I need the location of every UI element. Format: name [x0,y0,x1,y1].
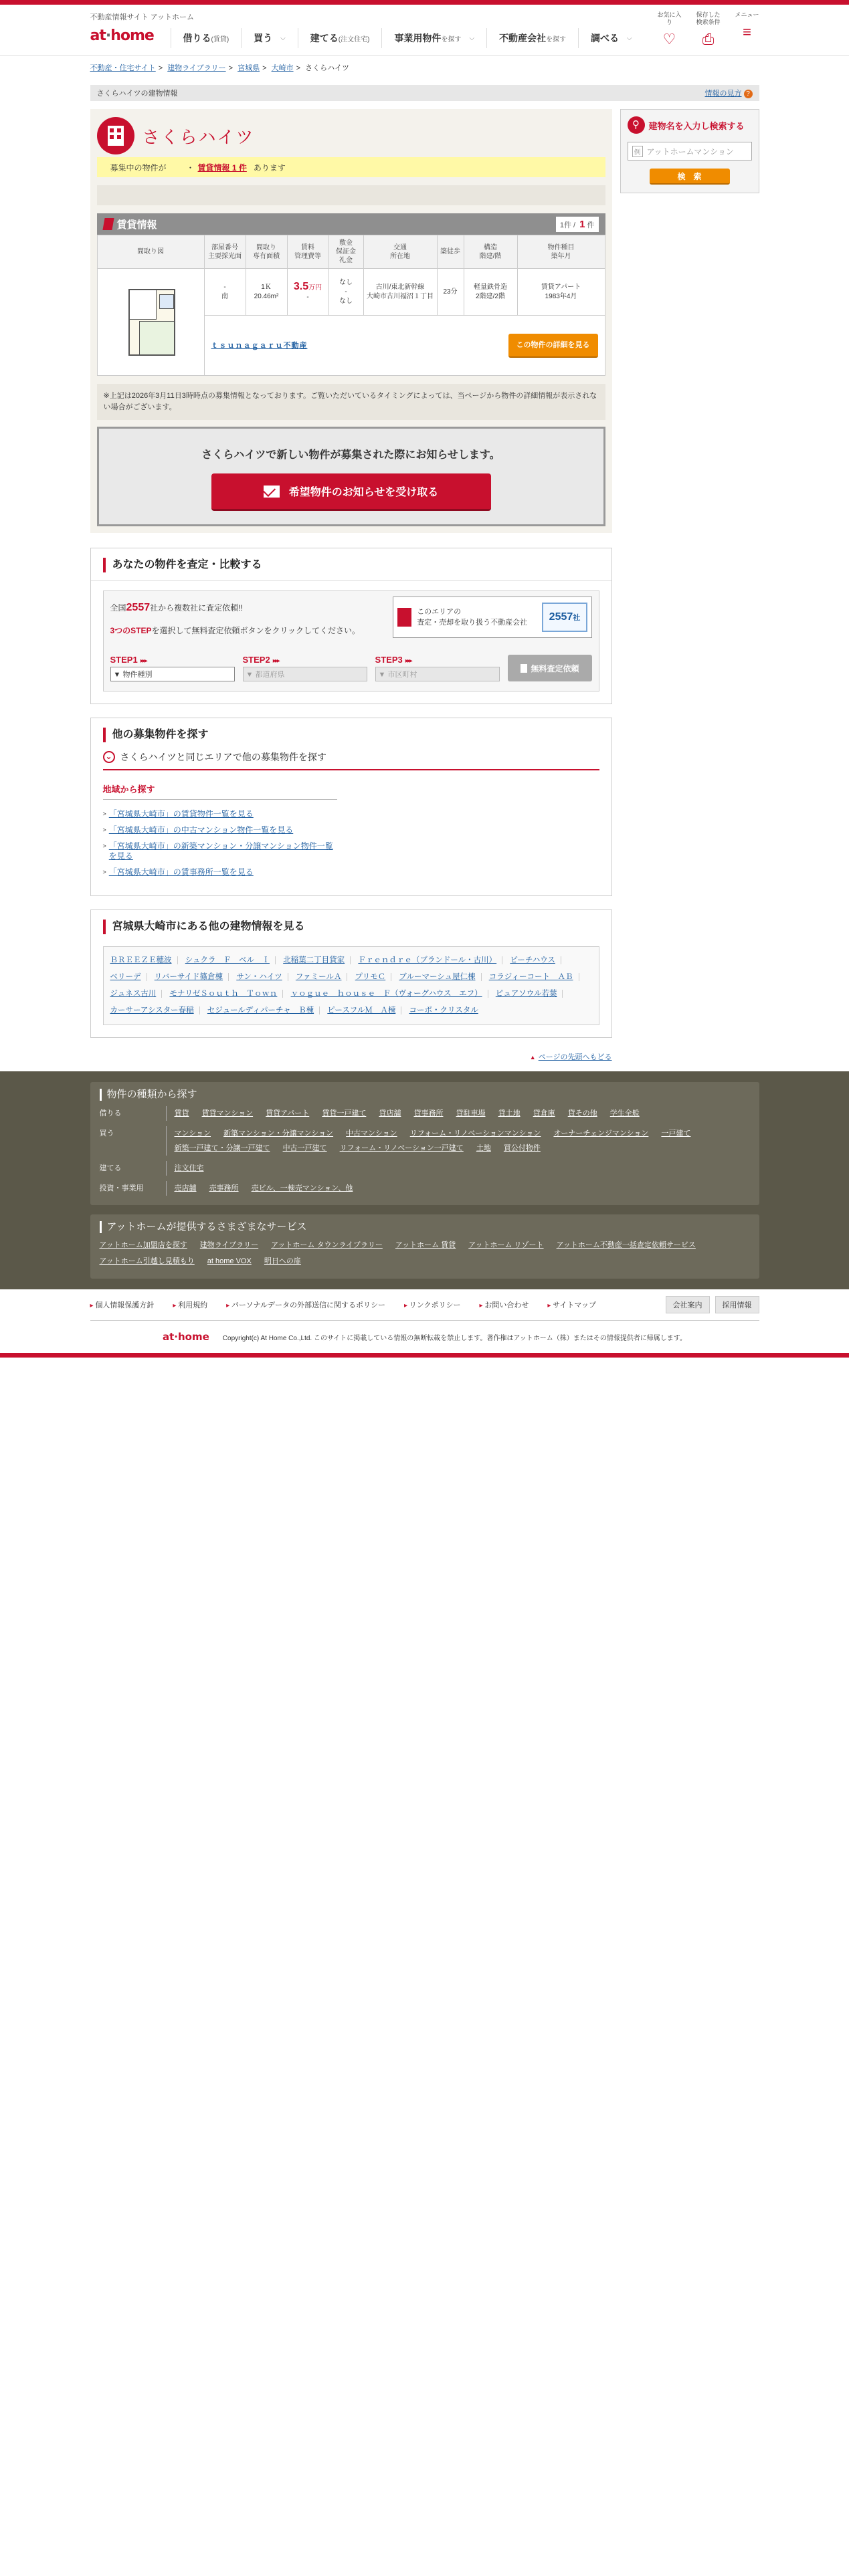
step-2-label: STEP2 [242,655,270,665]
footer-type-link[interactable]: 賃貸マンション [201,1109,254,1117]
saved-search-label: 保存した検索条件 [696,11,721,25]
site-header [90,5,759,56]
rent-count-sep: / [573,221,576,229]
service-link[interactable]: 建物ライブラリー [199,1241,259,1249]
building-link[interactable]: ベリーデ [110,973,147,981]
area-link-used-mansion[interactable]: 「宮城県大崎市」の中古マンション物件一覧を見る [108,825,294,835]
room-number: - [223,283,226,291]
assess-steps-bold: 3つのSTEP [110,626,152,635]
footer-links [90,1289,759,1321]
property-types-title: 物件の種類から探す [100,1089,750,1101]
recruit-link[interactable]: 採用情報 [715,1296,759,1313]
search-button[interactable]: 検 索 [650,169,730,185]
footer-type-label: 建てる [100,1161,167,1176]
deposit: なし [339,278,353,286]
subscribe-alert-label: 希望物件のお知らせを受け取る [288,487,439,498]
chevron-down-icon: ⌵ [469,34,475,42]
footer-type-link[interactable]: 中古マンション [346,1130,397,1138]
footer-type-link[interactable]: 学生全般 [609,1109,640,1117]
help-link[interactable]: 情報の見方 [704,90,742,98]
footer-type-link[interactable]: 賃貸アパート [266,1109,310,1117]
col-rent: 賃料 管理費等 [287,235,328,269]
footer-type-row [100,1126,750,1156]
triangle-up-icon: ▲ [529,1054,536,1061]
nav-build-sub: (注文住宅) [338,35,370,43]
global-nav [171,25,644,51]
example-badge: 例 [632,146,643,157]
step-2-arrows: ▸▸▸ [272,657,279,665]
footer-type-link[interactable]: 貸倉庫 [533,1109,555,1117]
other-listings-subtitle [103,750,599,770]
building-link[interactable]: ブルーマーシュ屋仁棟 [399,973,481,981]
rent-price: 3.5 [293,280,309,292]
book-icon [397,608,412,627]
area-search-title: 地域から探す [103,782,337,800]
building-link[interactable]: ピーチハウス [510,956,561,964]
building-link[interactable]: カーサーアシスター春稲 [110,1006,200,1014]
building-link-list [103,946,599,1025]
header-icons [658,11,759,47]
list-item [103,825,337,835]
nav-build-label: 建てる [310,33,339,43]
footer-dark [0,1071,849,1289]
area-link-rent[interactable]: 「宮城県大崎市」の賃貸物件一覧を見る [108,809,254,819]
page-body [90,56,759,1062]
assess-unit: 社 [150,603,159,613]
service-link[interactable]: at home VOX [207,1257,252,1265]
area-link-new-mansion[interactable]: 「宮城県大崎市」の新築マンション・分譲マンション物件一覧を見る [108,841,333,861]
nav-build[interactable] [298,28,382,48]
list-item [103,809,337,819]
nav-business-label: 事業用物件 [394,33,442,43]
vacancy-notice-bullet: ・ [186,163,195,173]
step-3-arrows: ▸▸▸ [405,657,411,665]
breadcrumb: 不動産・住宅サイト > 建物ライブラリー > 宮城県 > 大崎市 > さくらハイツ [90,64,350,72]
structure: 軽量鉄骨造 [474,283,507,291]
footer-type-link[interactable]: マンション [174,1130,211,1138]
building-link[interactable]: プリモＣ [355,973,392,981]
property-type-select[interactable]: ▼ 物件種別 [110,667,235,681]
footer-type-links [167,1181,364,1196]
floorplan-image[interactable] [114,282,187,362]
footer-company-links [666,1296,759,1313]
footer-type-link[interactable]: リフォーム・リノベーション一戸建て [339,1144,464,1152]
table-row [97,269,605,316]
nav-agency[interactable] [486,28,578,48]
free-assessment-label: 無料査定依頼 [531,663,579,673]
sidebar [620,109,759,1062]
col-type: 物件種目 築年月 [517,235,605,269]
service-link[interactable]: アットホーム リゾート [468,1241,544,1249]
footer-type-label: 投資・事業用 [100,1181,167,1196]
building-link[interactable]: サン・ハイツ [236,973,288,981]
footer-type-link[interactable]: 新築一戸建て・分譲一戸建て [174,1144,270,1152]
saved-search-button[interactable] [696,11,721,47]
footer-type-row [100,1161,750,1176]
service-link[interactable]: アットホーム引越し見積もり [99,1257,195,1265]
assess-post: から複数社に査定依頼!! [158,603,243,613]
list-item [103,841,337,861]
detail-button[interactable]: この物件の詳細を見る [508,334,598,358]
building-link[interactable]: リバーサイド篠倉棟 [155,973,229,981]
notice-text: ※上記は2026年3月11日3時時点の募集情報となっております。ご覧いただいているタイミングによっては、当ページから物件の詳細情報が表示されない場合がございます。 [97,384,605,420]
footer-type-link[interactable]: 貸土地 [498,1109,521,1117]
chevron-down-icon: ⌵ [280,34,286,42]
col-layout: 間取り 専有面積 [246,235,287,269]
assessment-section [90,548,612,704]
nav-agency-label: 不動産会社 [499,33,547,43]
main-column [90,109,612,1062]
top-accent-bar [0,0,849,5]
page-top-link[interactable] [90,1051,612,1062]
search-icon: ⚲ [628,116,645,134]
bubble-count-unit: 社 [573,614,581,622]
rent-table-header [97,235,605,269]
assessment-steps [110,655,592,681]
service-link[interactable]: アットホーム タウンライブラリー [271,1241,383,1249]
rent-info-link[interactable]: 賃貸情報 1 件 [197,163,247,173]
rent-section-title: 賃貸情報 [116,219,157,231]
service-link[interactable]: 明日への扉 [264,1257,301,1265]
breadcrumb-top[interactable]: 不動産・住宅サイト [90,64,156,72]
bubble-count-num: 2557 [549,611,573,623]
nav-buy[interactable] [241,28,298,48]
room-area: 20.46m² [254,292,279,300]
footer-type-links [167,1106,650,1121]
nav-business-sub: を探す [441,35,462,43]
building-link[interactable]: コラジィーコート ＡＢ [489,973,579,981]
room-direction: 南 [221,292,228,300]
service-link[interactable]: アットホーム 賃貸 [395,1241,456,1249]
bubble-text: このエリアの 査定・売却を取り扱う不動産会社 [417,608,528,627]
assess-pre: 全国 [110,603,126,613]
building-link[interactable]: 北稲葉二丁目貸家 [283,956,351,964]
bottom-accent-bar [0,1353,849,1358]
list-item [103,867,337,877]
col-walk: 築徒歩 [437,235,464,269]
step-3-label: STEP3 [375,655,403,665]
footer-type-link[interactable]: 貸店舗 [379,1109,401,1117]
company-info-link[interactable]: 会社案内 [666,1296,710,1313]
breadcrumb-current: さくらハイツ [305,64,350,72]
step-1 [110,655,235,681]
address: 大崎市古川福沼１丁目 [367,292,434,300]
guarantee: - [345,288,347,296]
footer-type-link[interactable]: 貸その他 [567,1109,597,1117]
logo[interactable]: at·home [90,27,154,44]
property-types-box [90,1082,759,1205]
footer-type-link[interactable]: 売事務所 [209,1184,239,1192]
footer-policy-link[interactable]: ▸ パーソナルデータの外部送信に関するポリシー [226,1299,385,1310]
title-strip [90,85,759,101]
footer-type-link[interactable]: 売店舗 [174,1184,197,1192]
footer-type-link[interactable]: 貸駐車場 [456,1109,486,1117]
agency-link[interactable]: ｔｓｕｎａｇａｒｕ不動産 [211,341,308,350]
room-layout: 1Ｋ [261,283,272,291]
footer-type-link[interactable]: 買公付物件 [503,1144,541,1152]
menu-icon: ≡ [743,23,751,40]
rent-count [556,217,599,232]
footer-type-link[interactable]: 貸事務所 [413,1109,444,1117]
building-link[interactable]: Ｆｒｅｎｄｒｅ（ブランドール・古川） [358,956,502,964]
footer-policy-link[interactable]: ▸ リンクポリシー [404,1299,461,1310]
footer-type-link[interactable]: リフォーム・リノベーションマンション [409,1130,541,1138]
agency-count-bubble [393,597,592,638]
footer-type-label: 買う [100,1126,167,1156]
other-buildings-section [90,909,612,1038]
free-assessment-button[interactable] [508,655,592,681]
footer-type-link[interactable]: 売ビル、一棟売マンション、他 [251,1184,353,1192]
rent-section-header [97,213,605,235]
footer-policy-link[interactable]: ▸ 利用規約 [173,1299,207,1310]
assess-steps-text: を選択して無料査定依頼ボタンをクリックしてください。 [151,626,361,635]
tag-icon [102,218,114,230]
col-structure: 構造 階建/階 [464,235,517,269]
title-strip-text: さくらハイツの建物情報 [96,90,178,98]
col-floorplan: 間取り図 [97,235,204,269]
subscribe-alert-button[interactable] [211,473,491,511]
assessment-title: あなたの物件を査定・比較する [103,558,599,572]
col-room: 部屋番号 主要採光面 [204,235,246,269]
nav-business[interactable] [381,28,486,48]
other-listings-section [90,718,612,896]
copyright-text: Copyright(c) At Home Co.,Ltd. このサイトに掲載している情報の無断転載を禁止します。著作権はアットホーム（株）またはその情報提供者に帰属します。 [222,1334,686,1342]
breadcrumb-city[interactable]: 大崎市 [271,64,294,72]
building-link[interactable]: ファミールＡ [296,973,348,981]
rent-unit: 万円 [308,284,322,292]
other-listings-subtitle-text: さくらハイツと同じエリアで他の募集物件を探す [120,752,326,762]
col-access: 交通 所在地 [363,235,437,269]
building-link[interactable]: ピースフルＭ Ａ棟 [327,1006,401,1014]
floorplan-cell [97,269,204,376]
step-2 [243,655,367,681]
rent-count-suffix: 件 [587,221,595,229]
footer-type-link[interactable]: 一戸建て [661,1130,691,1138]
building-icon [97,117,134,154]
alert-text: さくらハイツで新しい物件が募集された際にお知らせします。 [201,449,500,461]
alert-box [97,427,605,526]
building-link[interactable]: ピュアソウル若葉 [496,990,563,998]
vacancy-notice-prefix: 募集中の物件が [110,163,167,173]
building-panel [90,109,612,533]
nav-rent-label: 借りる [183,33,211,43]
copyright [90,1321,759,1353]
walk-time: 23分 [437,269,464,316]
heart-icon: ♡ [662,31,676,47]
menu-label: メニュー [735,11,759,18]
col-deposit: 敷金 保証金 礼金 [328,235,363,269]
footer-type-link[interactable]: 賃貸一戸建て [322,1109,367,1117]
footer-policy-link[interactable]: ▸ お問い合わせ [480,1299,529,1310]
vacancy-notice-suffix: あります [253,163,286,173]
footer-type-link[interactable]: 注文住宅 [174,1164,204,1172]
search-placeholder: アットホームマンション [646,146,734,156]
building-link[interactable]: シュクラ Ｆ ベル Ｉ [185,956,276,964]
nav-buy-label: 買う [254,33,273,43]
chevron-down-icon: ⌵ [627,34,632,42]
footer-type-link[interactable]: 土地 [476,1144,491,1152]
other-buildings-title: 宮城県大崎市にある他の建物情報を見る [103,920,599,934]
rent-table [97,235,605,376]
step-1-label: STEP1 [110,655,138,665]
arrow-right-icon: > [102,827,106,833]
arrow-right-icon: > [102,843,106,849]
footer-type-row [100,1106,750,1121]
nav-research[interactable] [578,28,644,48]
building-link[interactable]: モナリゼＳｏｕｔｈ Ｔｏｗｎ [169,990,283,998]
footer-type-link[interactable]: 賃貸 [174,1109,189,1117]
breadcrumb-library[interactable]: 建物ライブラリー [167,64,226,72]
building-link[interactable]: セジュールディパーチャ Ｂ棟 [207,1006,320,1014]
inbox-icon: ⎙ [702,31,715,47]
transit-line: 古川/東北新幹線 [375,283,425,291]
nav-rent[interactable] [171,28,242,48]
breadcrumb-prefecture[interactable]: 宮城県 [238,64,260,72]
arrow-right-icon: > [102,869,106,875]
property-type: 賃貸アパート [541,283,581,291]
nav-agency-sub: を探す [546,35,567,43]
building-link[interactable]: ＢＲＥＥＺＥ穂波 [110,956,178,964]
footer-type-link[interactable]: 新築マンション・分譲マンション [223,1130,334,1138]
building-link[interactable]: ｖｏｇｕｅ ｈｏｕｓｅ Ｆ（ヴォーグハウス エフ） [291,990,488,998]
nav-research-label: 調べる [591,33,620,43]
chevron-down-circle-icon: ⌄ [103,751,115,763]
key-money: なし [339,297,353,305]
footer-policy-links [90,1299,596,1310]
services-links [100,1237,750,1269]
step-3 [375,655,500,681]
site-name: 不動産情報サイト アットホーム [90,13,195,21]
menu-button[interactable] [735,11,759,47]
help-icon[interactable]: ? [744,90,753,98]
service-link[interactable]: アットホーム不動産一括査定依頼サービス [556,1241,696,1249]
bubble-count [542,603,587,632]
favorites-label: お気に入り [657,11,682,25]
footer-policy-link[interactable]: ▸ 個人情報保護方針 [90,1299,155,1310]
built-date: 1983年4月 [545,292,577,300]
footer-policy-link[interactable]: ▸ サイトマップ [547,1299,596,1310]
management-fee: - [306,293,309,301]
footer-type-label: 借りる [100,1106,167,1121]
footer-type-links [167,1126,750,1156]
area-link-list [103,809,337,877]
service-link[interactable]: アットホーム加盟店を探す [99,1241,187,1249]
prefecture-select[interactable]: ▼ 都道府県 [243,667,367,681]
footer-logo[interactable]: at·home [163,1331,209,1343]
services-title: アットホームが提供するさまざまなサービス [100,1221,750,1233]
footer-type-link[interactable]: オーナーチェンジマンション [553,1130,649,1138]
other-listings-title: 他の募集物件を探す [103,728,599,742]
favorites-button[interactable] [658,11,682,47]
building-link[interactable]: ジュネス古川 [110,990,163,998]
footer-type-links [167,1161,215,1176]
floors: 2階建/2階 [476,292,505,300]
area-link-office[interactable]: 「宮城県大崎市」の賃事務所一覧を見る [108,867,254,877]
building-search-title: 建物名を入力し検索する [648,120,745,131]
vacancy-notice [97,157,605,177]
envelope-icon [264,486,280,498]
assess-count: 2557 [126,602,151,613]
services-box [90,1214,759,1279]
arrow-right-icon: > [102,811,106,817]
rent-count-value: 1 [579,218,585,230]
rent-count-total: 1件 [559,221,571,229]
page-top-label[interactable]: ページの先頭へもどる [538,1053,612,1061]
city-select[interactable]: ▼ 市区町村 [375,667,500,681]
building-search-input[interactable] [628,142,752,160]
nav-rent-sub: (賃貸) [211,35,229,43]
assessment-box [103,591,599,691]
footer-type-row [100,1181,750,1196]
building-link[interactable]: コーポ・クリスタル [409,1006,478,1014]
page-title: さくらハイツ [142,127,255,148]
building-search-box [620,109,759,193]
spacer-bar [97,185,605,205]
document-icon [521,664,527,673]
footer-type-link[interactable]: 中古一戸建て [282,1144,327,1152]
step-1-arrows: ▸▸▸ [140,657,147,665]
